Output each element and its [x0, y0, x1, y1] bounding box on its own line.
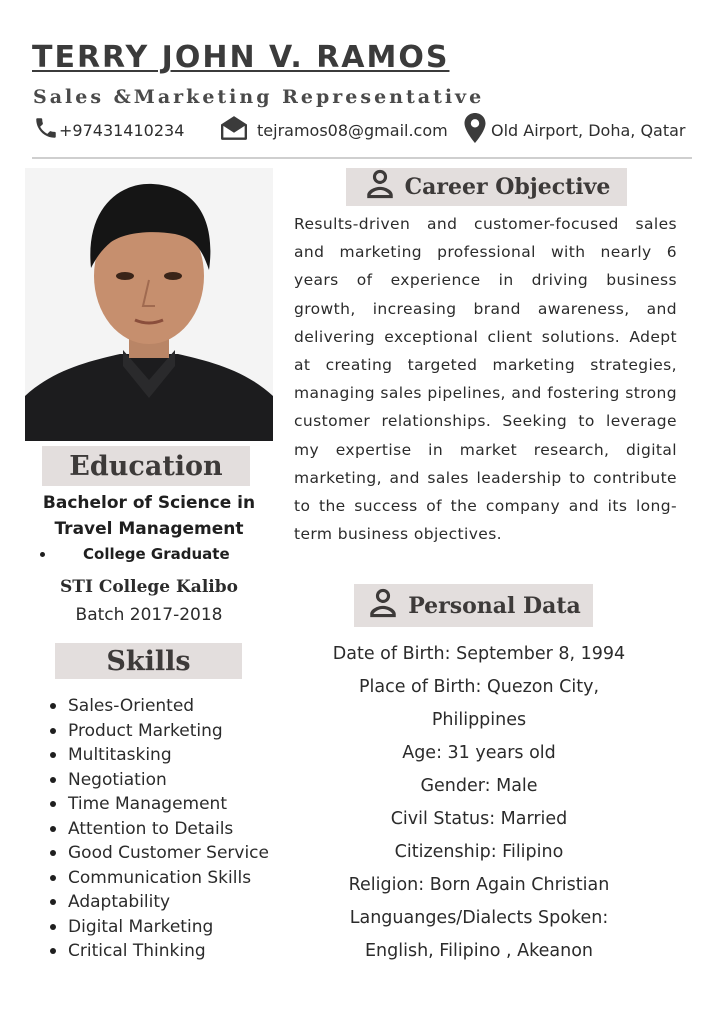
- skill-item: Negotiation: [50, 768, 269, 793]
- skills-list: [50, 694, 269, 964]
- bullet: [40, 552, 45, 557]
- school-name: STI College Kalibo: [60, 577, 238, 597]
- person-icon: [363, 167, 405, 207]
- contact-email: [219, 115, 448, 145]
- career-objective-header: [346, 168, 627, 206]
- phone-icon: [33, 114, 59, 146]
- skill-item: Multitasking: [50, 743, 269, 768]
- degree-line-1: Bachelor of Science in: [42, 493, 256, 513]
- skill-item: Critical Thinking: [50, 939, 269, 964]
- skill-item: Time Management: [50, 792, 269, 817]
- degree-line-2: Travel Management: [54, 519, 244, 539]
- skills-title: Skills: [106, 645, 191, 677]
- skills-header: [55, 643, 242, 679]
- graduation-status-text: College Graduate: [83, 545, 230, 563]
- skill-item: Digital Marketing: [50, 915, 269, 940]
- phone-number: +97431410234: [59, 120, 185, 140]
- personal-data-line: Gender: Male: [420, 776, 538, 796]
- personal-data-line: Date of Birth: September 8, 1994: [332, 644, 626, 664]
- header-divider: [32, 157, 692, 159]
- personal-data-line: Languanges/Dialects Spoken:: [349, 908, 609, 928]
- location-pin-icon: [463, 112, 487, 148]
- envelope-icon: [219, 115, 249, 145]
- skill-item: Product Marketing: [50, 719, 269, 744]
- contact-location: [463, 115, 686, 145]
- profile-photo: [25, 168, 273, 441]
- resume-name: TERRY JOHN V. RAMOS: [32, 40, 450, 75]
- graduation-status: [40, 545, 230, 563]
- personal-data-line: English, Filipino , Akeanon: [364, 941, 593, 961]
- skill-item: Good Customer Service: [50, 841, 269, 866]
- batch-years: Batch 2017-2018: [75, 605, 223, 625]
- contact-phone: [33, 115, 184, 145]
- career-objective-text: Results-driven and customer-focused sales and marketing professional with nearly 6 years of experience in driving business growth, increasing brand awareness, and delivering exceptional client solutions. Adept at creating targeted marketing strategies, managing sales pipelines, and fostering strong customer relationships. Seeking to leverage my expertise in market research, digital marketing, and sales leadership to contribute to the success of the company and its long-term business objectives.: [294, 215, 677, 544]
- personal-data-list: [300, 638, 658, 968]
- education-title: Education: [69, 450, 223, 482]
- job-title: Sales &Marketing Representative: [33, 86, 485, 108]
- career-objective-title: Career Objective: [404, 174, 611, 200]
- skill-item: Communication Skills: [50, 866, 269, 891]
- personal-data-line: Philippines: [431, 710, 527, 730]
- skill-item: Attention to Details: [50, 817, 269, 842]
- email-address: tejramos08@gmail.com: [257, 120, 448, 140]
- personal-data-header: [354, 584, 593, 627]
- location-text: Old Airport, Doha, Qatar: [491, 120, 686, 140]
- degree: [25, 490, 273, 542]
- personal-data-line: Citizenship: Filipino: [394, 842, 564, 862]
- personal-data-title: Personal Data: [408, 592, 581, 619]
- personal-data-line: Place of Birth: Quezon City,: [358, 677, 600, 697]
- skill-item: Sales-Oriented: [50, 694, 269, 719]
- personal-data-line: Age: 31 years old: [402, 743, 556, 763]
- personal-data-line: Religion: Born Again Christian: [348, 875, 610, 895]
- skill-item: Adaptability: [50, 890, 269, 915]
- person-icon: [366, 586, 408, 626]
- education-header: [42, 446, 250, 486]
- personal-data-line: Civil Status: Married: [390, 809, 568, 829]
